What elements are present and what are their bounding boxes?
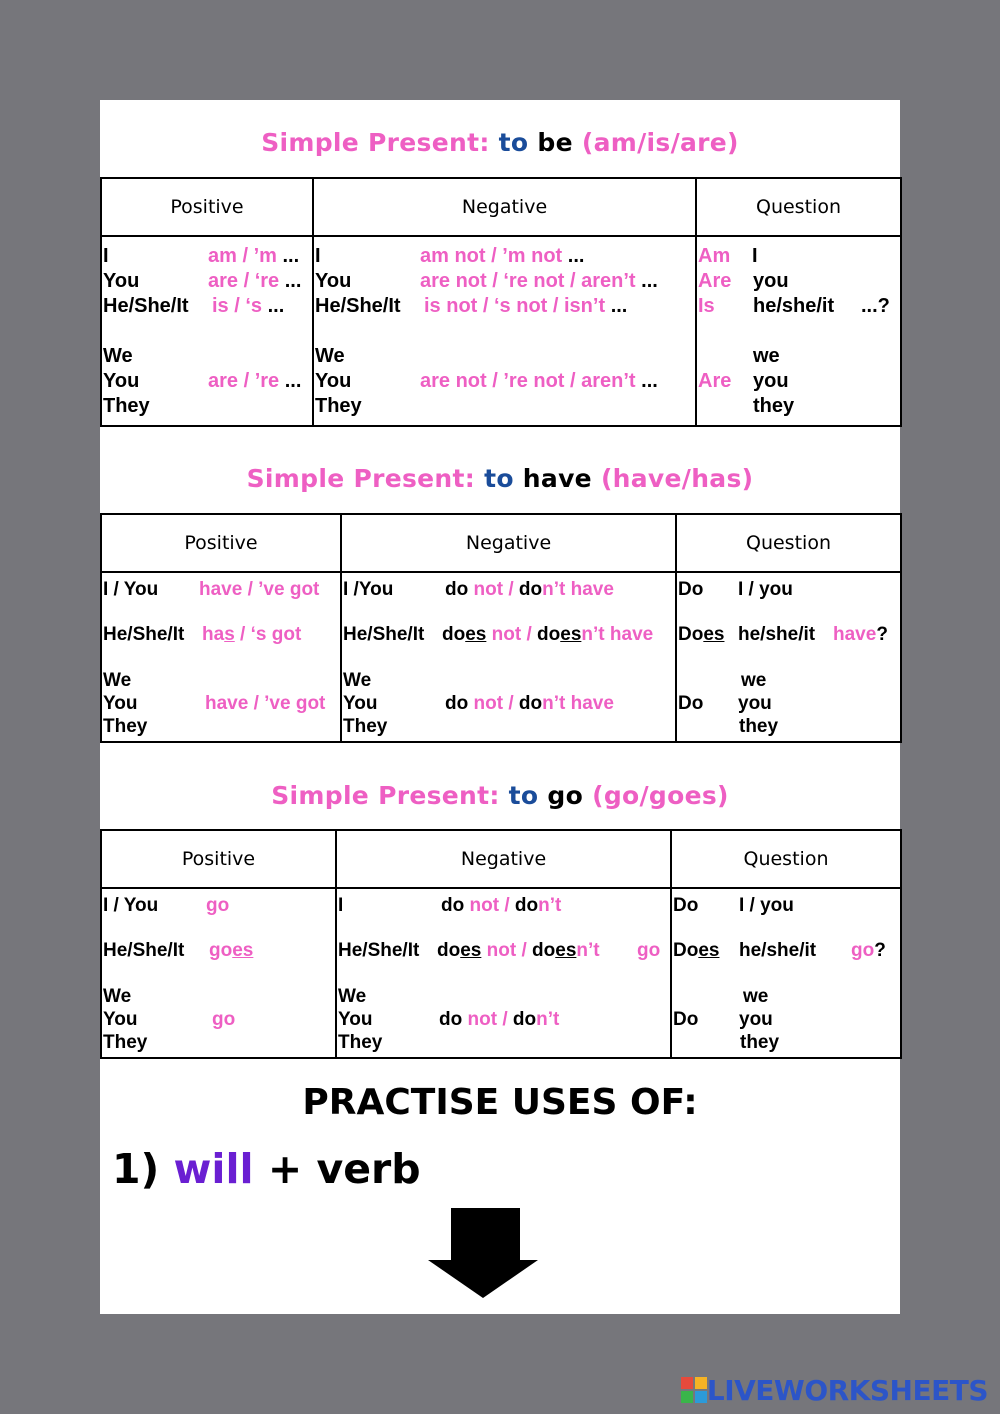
go-title: Simple Present: to go (go/goes): [271, 781, 729, 810]
have-question-cell: Do I / you Does he/she/it have? we Do you they: [676, 572, 901, 742]
be-header-question: Question: [696, 178, 901, 236]
be-positive-cell: I am / ’m ... You are / ‘re ... He/She/It is / ‘s ... We You are / ’re ... They: [101, 236, 313, 426]
have-table: [100, 513, 902, 743]
practise-heading: PRACTISE USES OF:: [302, 1082, 698, 1123]
have-title: Simple Present: to have (have/has): [246, 464, 754, 493]
liveworksheets-logo: [681, 1374, 988, 1406]
be-question-cell: Am I Are you Is he/she/it ...? we Are you they: [696, 236, 901, 426]
worksheet-page: [100, 100, 900, 1314]
go-question-cell: Do I / you Does he/she/it go? we Do you they: [671, 888, 901, 1058]
be-header-positive: Positive: [101, 178, 313, 236]
logo-grid-icon: [681, 1377, 707, 1403]
go-table: [100, 829, 902, 1059]
go-negative-cell: I do not / don’t He/She/It does not / doesn’t go We You do not / don’t They: [336, 888, 671, 1058]
have-header-negative: Negative: [341, 514, 676, 572]
will-verb-heading: 1) will + verb: [112, 1145, 421, 1193]
down-arrow-icon: [428, 1208, 538, 1298]
logo-text: LIVEWORKSHEETS: [706, 1373, 988, 1407]
go-header-question: Question: [671, 830, 901, 888]
be-title: Simple Present: to be (am/is/are): [261, 128, 739, 157]
have-header-positive: Positive: [101, 514, 341, 572]
go-header-negative: Negative: [336, 830, 671, 888]
be-table: [100, 177, 902, 427]
go-header-positive: Positive: [101, 830, 336, 888]
be-header-negative: Negative: [313, 178, 696, 236]
have-positive-cell: I / You have / ’ve got He/She/It has / ‘s got We You have / ’ve got They: [101, 572, 341, 742]
have-header-question: Question: [676, 514, 901, 572]
be-negative-cell: I am not / ’m not ... You are not / ‘re not / aren’t ... He/She/It is not / ‘s not / isn’t ... We You are not / ’re not / aren’t ... They: [313, 236, 696, 426]
go-positive-cell: I / You go He/She/It goes We You go They: [101, 888, 336, 1058]
have-negative-cell: I /You do not / don’t have He/She/It does not / doesn’t have We You do not / don’t have They: [341, 572, 676, 742]
